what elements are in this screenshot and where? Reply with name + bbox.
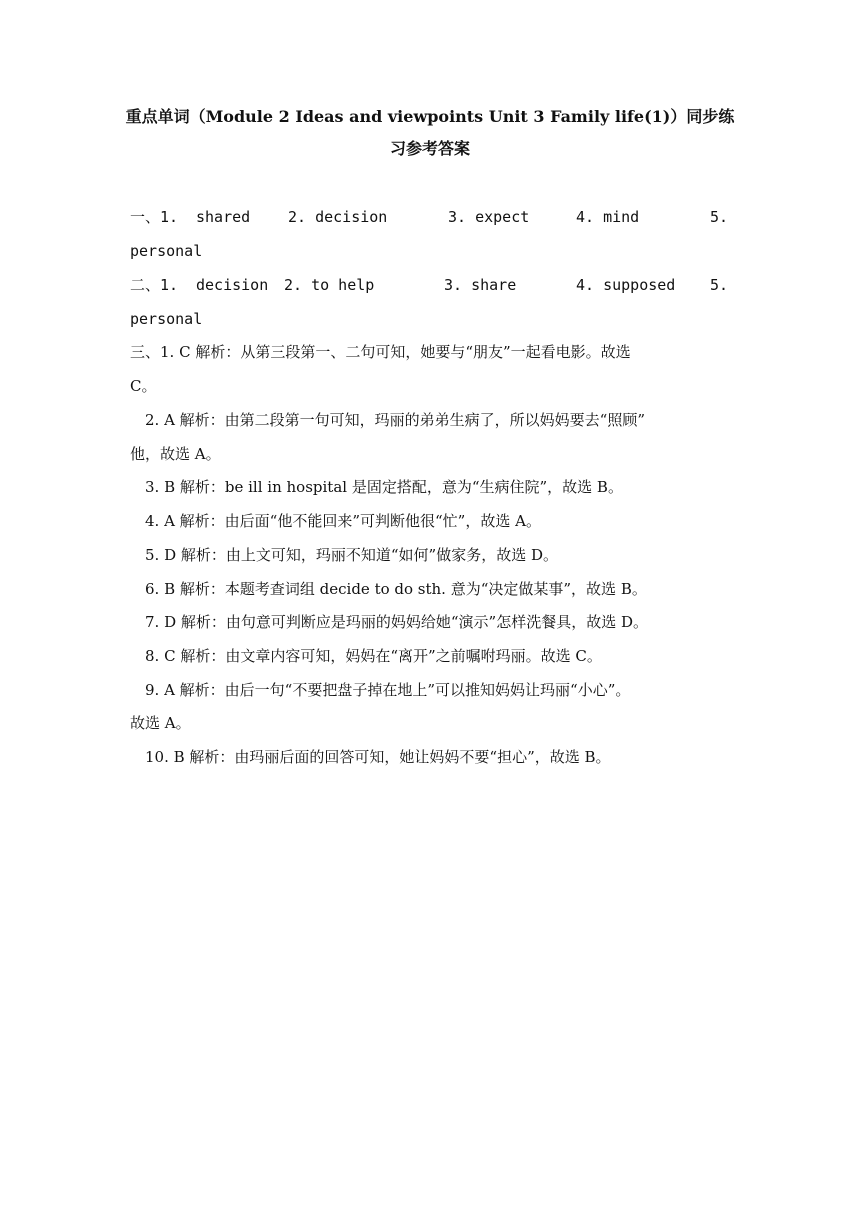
section-2-prefix: 二、1. [130,276,179,294]
section-2-answer-2: 2. to help [284,276,375,294]
section-3-q9-line2: 故选 A。 [130,714,191,732]
section-3-q6: 6. B 解析：本题考查词组 decide to do sth. 意为“决定做某事”，故选 B。 [145,580,647,598]
section-3-q9-line1: 9. A 解析：由后一句“不要把盘子掉在地上”可以推知妈妈让玛丽“小心”。 [145,681,631,699]
section-1-answer-1: shared [196,208,251,226]
section-2-answer-1: decision [196,276,269,294]
document-title [100,101,760,165]
section-2-answer-5-number: 5. [710,276,729,294]
section-3-q5: 5. D 解析：由上文可知，玛丽不知道“如何”做家务，故选 D。 [145,546,559,564]
section-1-prefix: 一、1. [130,208,179,226]
section-1-answer-2: 2. decision [288,208,388,226]
section-3-q3: 3. B 解析：be ill in hospital 是固定搭配，意为“生病住院”，故选 B。 [145,478,623,496]
section-2-answer-4: 4. supposed [576,276,676,294]
section-3-q8: 8. C 解析：由文章内容可知，妈妈在“离开”之前嘱咐玛丽。故选 C。 [145,647,602,665]
title-line-1: 重点单词（Module 2 Ideas and viewpoints Unit 3 Family life(1)）同步练 [125,107,735,126]
section-2-answer-3: 3. share [444,276,517,294]
section-3-q10: 10. B 解析：由玛丽后面的回答可知，她让妈妈不要“担心”，故选 B。 [145,748,611,766]
section-3-q4: 4. A 解析：由后面“他不能回来”可判断他很“忙”，故选 A。 [145,512,541,530]
section-1-answer-3: 3. expect [448,208,530,226]
section-1-answer-5-number: 5. [710,208,729,226]
section-3-q1-line2: C。 [130,377,157,395]
section-3-q1-line1: 三、1. C 解析：从第三段第一、二句可知，她要与“朋友”一起看电影。故选 [130,343,631,361]
section-1-answer-4: 4. mind [576,208,640,226]
section-1-wrap: personal [130,242,203,260]
section-3-q2-line2: 他，故选 A。 [130,445,221,463]
section-3-q7: 7. D 解析：由句意可判断应是玛丽的妈妈给她“演示”怎样洗餐具，故选 D。 [145,613,649,631]
title-line-2: 习参考答案 [389,139,470,158]
section-2-wrap: personal [130,310,203,328]
section-3-q2-line1: 2. A 解析：由第二段第一句可知，玛丽的弟弟生病了，所以妈妈要去“照顾” [145,411,646,429]
